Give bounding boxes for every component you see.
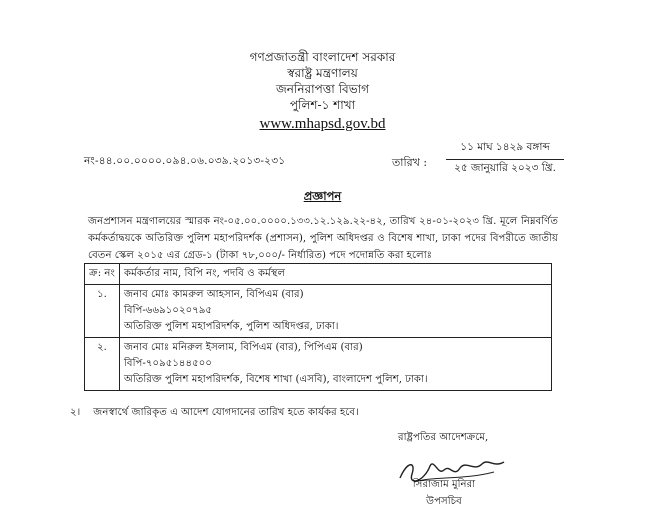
date-english: ২৫ জানুয়ারি ২০২৩ খ্রি. — [454, 162, 556, 174]
division-name: জননিরাপত্তা বিভাগ — [276, 82, 369, 96]
body-paragraph: জনপ্রশাসন মন্ত্রণালয়ের স্মারক নং-০৫.০০.০০০০.১৩৩.১২.১২৯.২২-৪২, তারিখ ২৪-০১-২০২৩ খ্রি. মূলে নিম্নবর্ণিত কর্মকর্তাদ্বয়কে অতিরিক্ত পুলিশ মহাপরিদর্শক (প্রশাসন), পুলিশ অধিদপ্তর ও বিশেষ শাখা, ঢাকা পদের বিপরীতে জাতীয় বেতন স্কেল ২০১৫ এর গ্রেড-১ (টাকা ৭৮,০০০/- নির্ধারিত) পদে পদোন্নতি করা হলোঃ — [88, 216, 558, 261]
header-details: কর্মকর্তার নাম, বিপি নং, পদবি ও কর্মস্থল — [120, 264, 552, 285]
memo-number: নং-৪৪.০০.০০০০.০৯৪.০৬.০৩৯.২০১৩-২৩১ — [84, 155, 286, 167]
row-serial: ২. — [85, 338, 120, 391]
table-row — [85, 338, 552, 391]
ministry-name: স্বরাষ্ট্র মন্ত্রণালয় — [287, 66, 358, 80]
table-header-row — [85, 264, 552, 285]
signatory-name: সিরাজাম মুনিরা — [412, 479, 476, 490]
clause-2 — [70, 405, 359, 422]
signatory-designation: উপসচিব — [426, 496, 462, 507]
officer-post: অতিরিক্ত পুলিশ মহাপরিদর্শক, পুলিশ অধিদপ্তর, ঢাকা। — [124, 321, 339, 332]
row-details — [120, 285, 552, 338]
govt-name: গণপ্রজাতন্ত্রী বাংলাদেশ সরকার — [249, 50, 396, 64]
officers-table — [84, 263, 552, 391]
clause-number: ২। — [70, 407, 81, 418]
header-serial: ক্র: নং — [85, 264, 120, 285]
row-serial: ১. — [85, 285, 120, 338]
branch-name: পুলিশ-১ শাখা — [289, 98, 356, 112]
website-link-wrap — [0, 117, 645, 131]
date-label: তারিখ : — [392, 156, 428, 169]
officer-bp: বিপি-৭০৯৫১৪৪৫০০ — [124, 358, 213, 369]
row-details — [120, 338, 552, 391]
table-row — [85, 285, 552, 338]
website-link[interactable]: www.mhapsd.gov.bd — [259, 116, 386, 132]
clause-text: জনস্বার্থে জারিকৃত এ আদেশ যোগদানের তারিখ হতে কার্যকর হবে। — [93, 407, 359, 418]
officer-name: জনাব মোঃ মনিরুল ইসলাম, বিপিএম (বার), পিপিএম (বার) — [124, 342, 363, 353]
date-bangla: ১১ মাঘ ১৪২৯ বঙ্গাব্দ — [446, 140, 564, 160]
officer-bp: বিপি-৬৬৯১০২০৭৯৫ — [124, 305, 213, 316]
order-line: রাষ্ট্রপতির আদেশক্রমে, — [398, 432, 489, 443]
officer-post: অতিরিক্ত পুলিশ মহাপরিদর্শক, বিশেষ শাখা (এসবি), বাংলাদেশ পুলিশ, ঢাকা। — [124, 374, 428, 385]
officer-name: জনাব মোঃ কামরুল আহসান, বিপিএম (বার) — [124, 289, 304, 300]
document-title: প্রজ্ঞাপন — [303, 189, 342, 203]
